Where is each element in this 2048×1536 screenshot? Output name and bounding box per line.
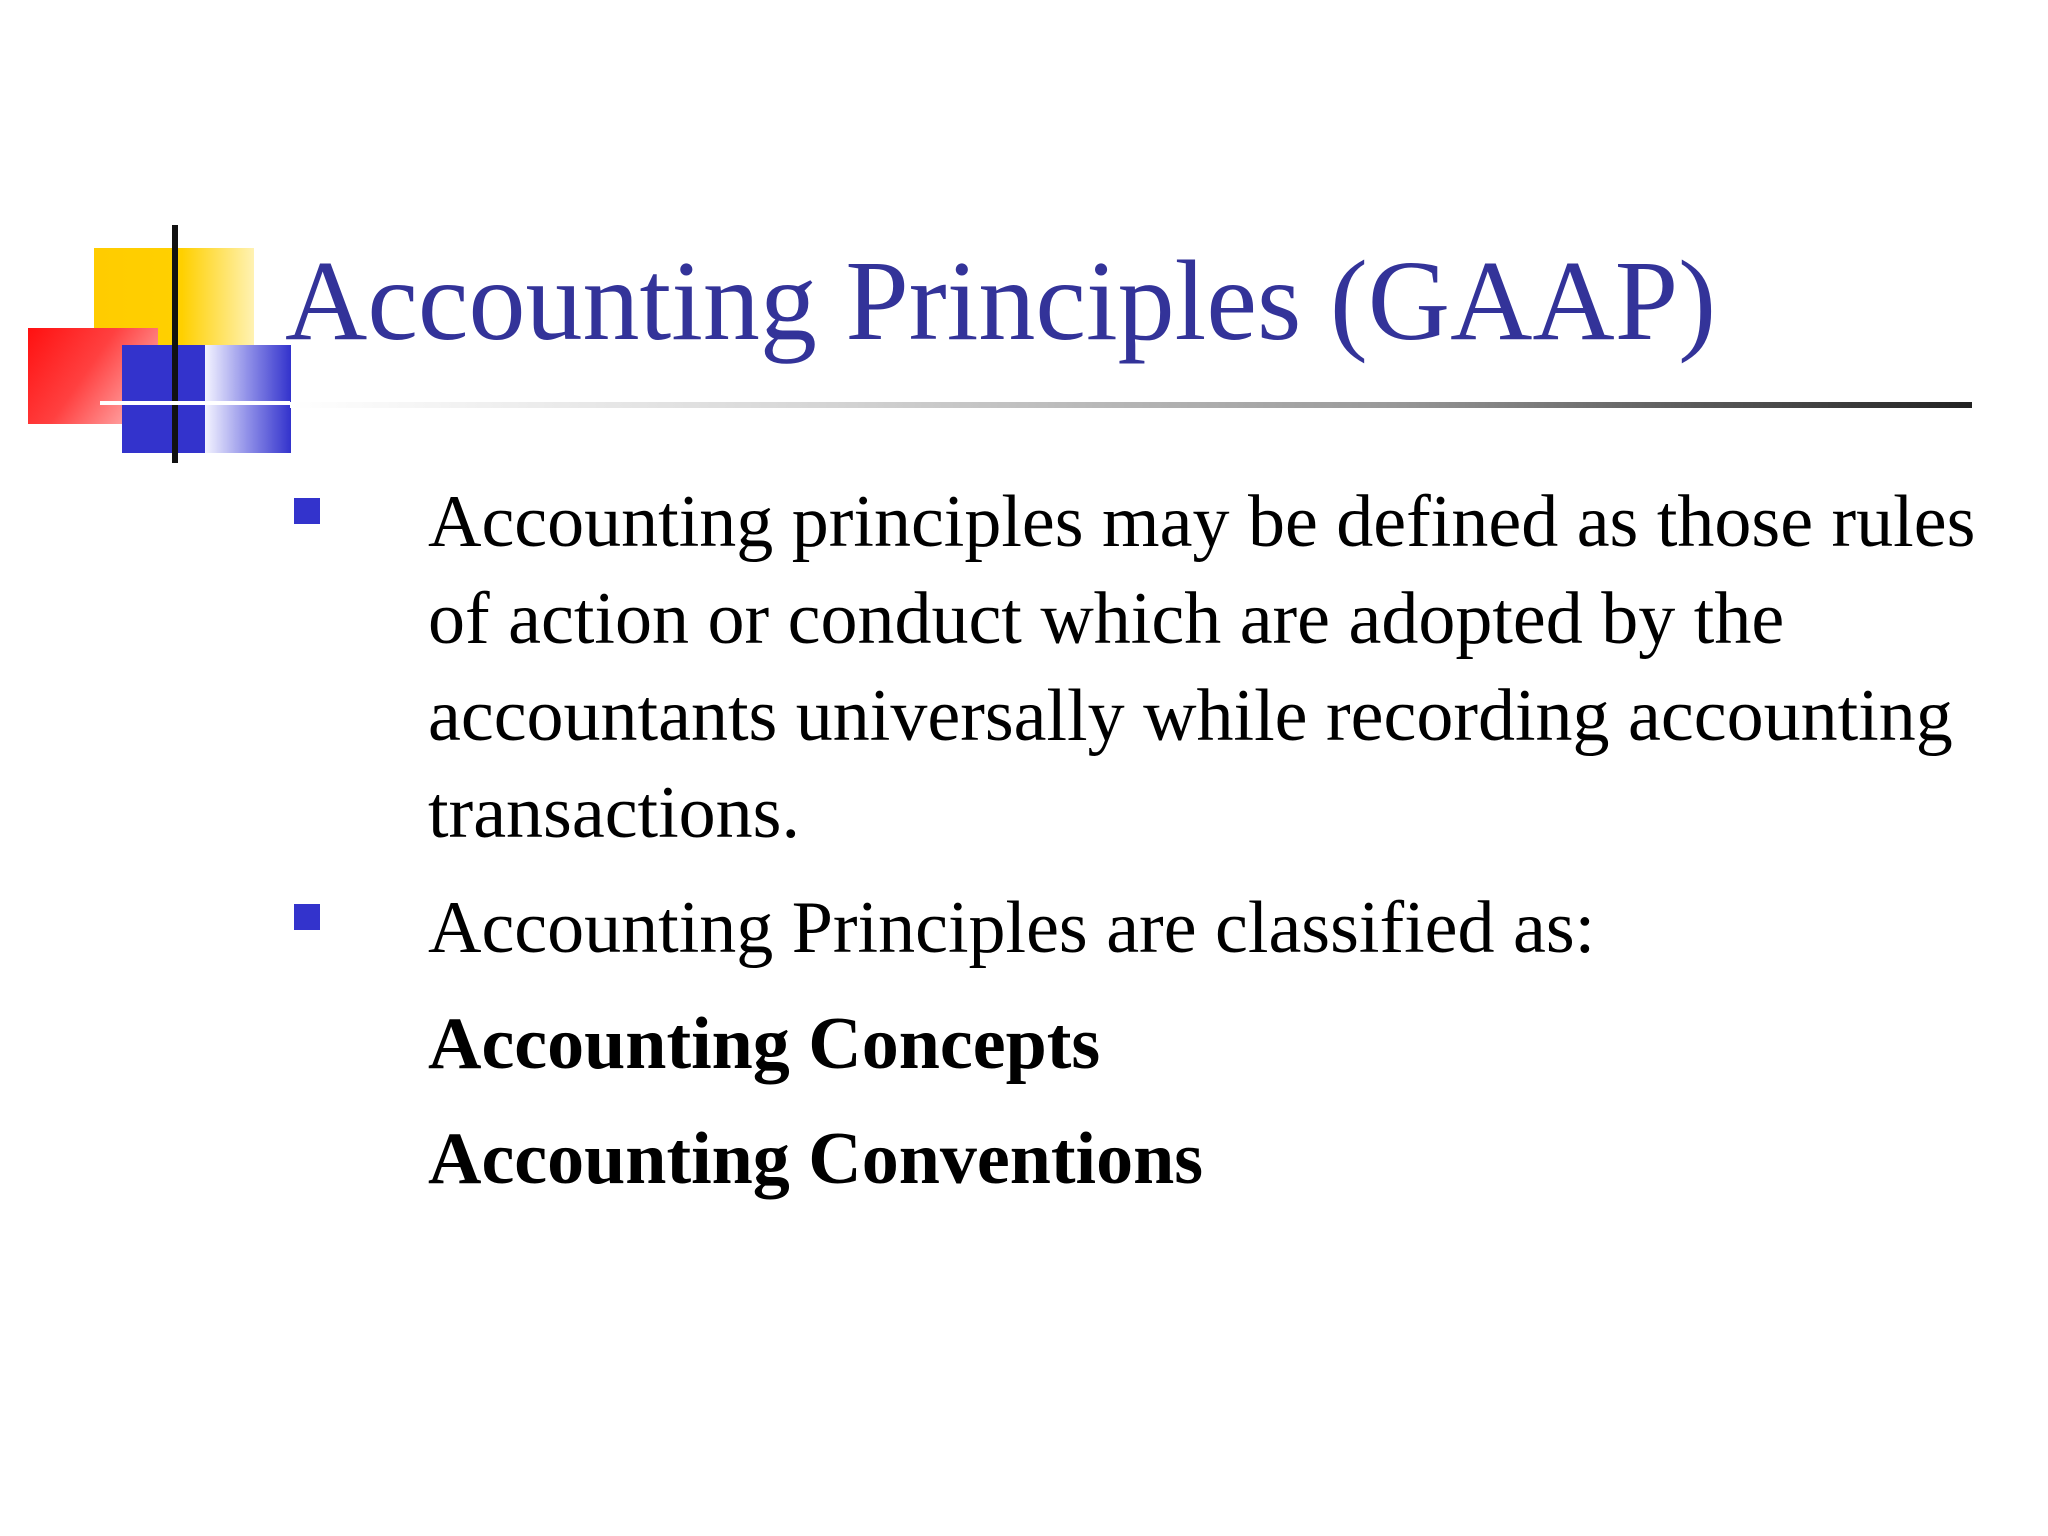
classification-conventions: Accounting Conventions xyxy=(428,1118,1204,1200)
decor-horizontal-line xyxy=(100,401,290,405)
title-underline xyxy=(290,402,1972,408)
classification-concepts: Accounting Concepts xyxy=(428,1003,1101,1085)
decor-blue-gradient-square xyxy=(205,345,291,453)
slide-title: Accounting Principles (GAAP) xyxy=(285,237,1717,364)
bullet-text-classification: Accounting Principles are classified as: xyxy=(428,887,1596,969)
decor-blue-square xyxy=(122,345,208,453)
square-bullet-icon xyxy=(294,904,320,930)
decor-vertical-line xyxy=(172,225,178,463)
bullet-text-definition: Accounting principles may be defined as those rules of action or conduct which are adopted by the accountants universally while recording accounting transactions. xyxy=(428,481,1976,854)
square-bullet-icon xyxy=(294,498,320,524)
